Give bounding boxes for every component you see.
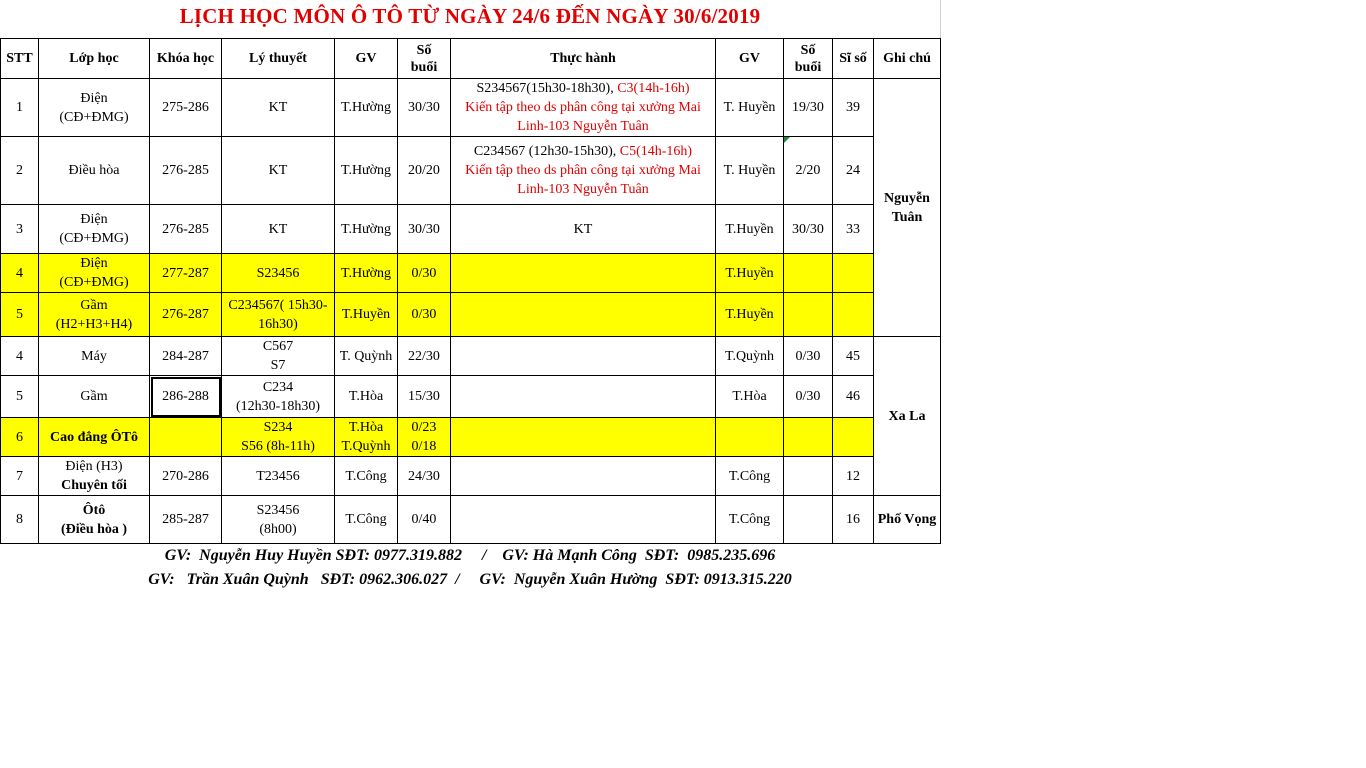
cell-ly-thuyet[interactable]: T23456 — [222, 457, 335, 496]
cell-gv[interactable]: T.Huyền — [335, 293, 398, 337]
header-so-buoi-2[interactable] — [784, 39, 833, 79]
cell-si-so[interactable] — [833, 254, 874, 293]
cell-khoa-hoc-selected[interactable]: 286-288 — [150, 376, 222, 418]
cell-lop-hoc[interactable]: Gầm — [39, 376, 150, 418]
cell-gv[interactable]: T.Hường — [335, 205, 398, 254]
header-lop-hoc[interactable]: Lớp học — [39, 39, 150, 79]
cell-gv-2[interactable]: T.Công — [716, 457, 784, 496]
cell-ly-thuyet[interactable] — [222, 496, 335, 544]
cell-text: S56 (8h-11h) — [241, 439, 315, 454]
cell-gv-2[interactable] — [716, 418, 784, 457]
cell-khoa-hoc[interactable]: 276-287 — [150, 293, 222, 337]
cell-gv-2[interactable]: T.Hòa — [716, 376, 784, 418]
schedule-table — [0, 38, 941, 544]
cell-stt[interactable]: 6 — [1, 418, 39, 457]
cell-thuc-hanh[interactable] — [451, 418, 716, 457]
contact-line-1: GV: Nguyễn Huy Huyền SĐT: 0977.319.882 / GV: Hà Mạnh Công SĐT: 0985.235.696 — [164, 547, 776, 564]
cell-text: (CĐ+ĐMG) — [59, 231, 129, 246]
cell-ly-thuyet[interactable] — [222, 293, 335, 337]
cell-text: (12h30-18h30) — [236, 398, 320, 414]
cell-stt[interactable]: 3 — [1, 205, 39, 254]
cell-ghi-chu-pho-vong[interactable]: Phố Vọng — [874, 496, 941, 544]
cell-so-buoi-2[interactable] — [784, 457, 833, 496]
cell-text: Chuyên tối — [61, 478, 127, 493]
cell-text: Điện — [80, 90, 108, 106]
cell-khoa-hoc[interactable]: 276-285 — [150, 137, 222, 205]
cell-text-red: C3(14h-16h) — [617, 81, 690, 96]
cell-text: (H2+H3+H4) — [55, 316, 133, 332]
cell-si-so[interactable]: 46 — [833, 376, 874, 418]
table-row — [1, 496, 941, 544]
cell-text: 0/18 — [411, 439, 437, 454]
cell-stt[interactable]: 2 — [1, 137, 39, 205]
cell-gv-2[interactable]: T.Huyền — [716, 254, 784, 293]
cell-gv[interactable]: T.Hường — [335, 79, 398, 137]
table-row-highlighted — [1, 418, 941, 457]
cell-khoa-hoc[interactable]: 270-286 — [150, 457, 222, 496]
cell-si-so[interactable]: 39 — [833, 79, 874, 137]
cell-stt[interactable]: 5 — [1, 376, 39, 418]
cell-si-so[interactable]: 45 — [833, 337, 874, 376]
table-row-highlighted — [1, 254, 941, 293]
header-si-so[interactable]: Sĩ số — [833, 39, 874, 79]
cell-lop-hoc[interactable] — [39, 205, 150, 254]
cell-text: Gầm — [80, 297, 108, 313]
header-row — [1, 39, 941, 79]
cell-text: C567 — [262, 339, 294, 354]
cell-thuc-hanh[interactable] — [451, 376, 716, 418]
cell-gv[interactable] — [335, 418, 398, 457]
cell-thuc-hanh[interactable] — [451, 457, 716, 496]
cell-text: S23456 — [256, 502, 300, 518]
cell-text-red: C5(14h-16h) — [619, 144, 693, 159]
cell-text-red: Kiến tập theo ds phân công tại xưởng Mai — [465, 163, 701, 178]
cell-gv-2[interactable]: T. Huyền — [716, 137, 784, 205]
cell-thuc-hanh[interactable] — [451, 496, 716, 544]
cell-stt[interactable]: 5 — [1, 293, 39, 337]
cell-so-buoi-2[interactable] — [784, 293, 833, 337]
cell-khoa-hoc[interactable]: 277-287 — [150, 254, 222, 293]
cell-si-so[interactable]: 12 — [833, 457, 874, 496]
cell-thuc-hanh[interactable] — [451, 137, 716, 205]
cell-ghi-chu-nguyen-tuan[interactable] — [874, 79, 941, 337]
header-ghi-chu[interactable]: Ghi chú — [874, 39, 941, 79]
cell-ly-thuyet[interactable]: S23456 — [222, 254, 335, 293]
cell-so-buoi-2[interactable]: 2/20 — [784, 137, 833, 205]
cell-so-buoi[interactable]: 15/30 — [398, 376, 451, 418]
cell-lop-hoc[interactable] — [39, 457, 150, 496]
cell-so-buoi-2[interactable]: 19/30 — [784, 79, 833, 137]
cell-si-so[interactable]: 24 — [833, 137, 874, 205]
cell-so-buoi[interactable]: 30/30 — [398, 79, 451, 137]
cell-so-buoi[interactable]: 30/30 — [398, 205, 451, 254]
cell-ghi-chu-xa-la[interactable]: Xa La — [874, 337, 941, 496]
cell-text: S234 — [263, 420, 293, 435]
cell-khoa-hoc[interactable]: 284-287 — [150, 337, 222, 376]
cell-lop-hoc[interactable]: Điều hòa — [39, 137, 150, 205]
table-row — [1, 137, 941, 205]
cell-gv-2[interactable]: T.Công — [716, 496, 784, 544]
table-row — [1, 79, 941, 137]
cell-ly-thuyet[interactable]: KT — [222, 205, 335, 254]
cell-text: Tuân — [891, 209, 923, 225]
cell-text: S234567(15h30-18h30), — [476, 81, 618, 96]
header-khoa-hoc[interactable]: Khóa học — [150, 39, 222, 79]
cell-text: 0/23 — [411, 420, 437, 435]
cell-so-buoi[interactable]: 20/20 — [398, 137, 451, 205]
schedule-title: LỊCH HỌC MÔN Ô TÔ TỪ NGÀY 24/6 ĐẾN NGÀY 30/6/2019 — [179, 4, 761, 28]
cell-so-buoi[interactable] — [398, 418, 451, 457]
cell-text: T.Hòa — [348, 420, 384, 435]
cell-stt[interactable]: 4 — [1, 337, 39, 376]
cell-so-buoi-2[interactable]: 0/30 — [784, 376, 833, 418]
cell-text: C234 — [262, 379, 294, 395]
header-gv-2[interactable]: GV — [716, 39, 784, 79]
cell-gv[interactable]: T.Hường — [335, 254, 398, 293]
cell-si-so[interactable]: 16 — [833, 496, 874, 544]
cell-so-buoi-2[interactable]: 30/30 — [784, 205, 833, 254]
cell-lop-hoc[interactable] — [39, 254, 150, 293]
cell-khoa-hoc[interactable]: 276-285 — [150, 205, 222, 254]
contact-line-2: GV: Trần Xuân Quỳnh SĐT: 0962.306.027 / GV: Nguyễn Xuân Hường SĐT: 0913.315.220 — [148, 571, 792, 588]
cell-gv[interactable]: T.Công — [335, 457, 398, 496]
header-stt[interactable]: STT — [1, 39, 39, 79]
header-so-buoi-2-line2: buổi — [794, 59, 822, 75]
cell-ly-thuyet[interactable] — [222, 376, 335, 418]
header-so-buoi-line2: buổi — [410, 59, 438, 75]
table-row — [1, 337, 941, 376]
cell-lop-hoc[interactable] — [39, 79, 150, 137]
cell-so-buoi[interactable]: 22/30 — [398, 337, 451, 376]
cell-text: Ôtô — [82, 502, 106, 518]
cell-thuc-hanh[interactable] — [451, 337, 716, 376]
header-thuc-hanh[interactable]: Thực hành — [451, 39, 716, 79]
cell-khoa-hoc[interactable]: 285-287 — [150, 496, 222, 544]
cell-so-buoi-2[interactable] — [784, 254, 833, 293]
header-so-buoi-line1: Số — [416, 42, 432, 58]
header-ly-thuyet[interactable]: Lý thuyết — [222, 39, 335, 79]
cell-ly-thuyet[interactable] — [222, 337, 335, 376]
cell-so-buoi[interactable]: 24/30 — [398, 457, 451, 496]
cell-thuc-hanh[interactable] — [451, 293, 716, 337]
cell-so-buoi-2[interactable] — [784, 496, 833, 544]
cell-thuc-hanh[interactable]: KT — [451, 205, 716, 254]
cell-lop-hoc[interactable] — [39, 293, 150, 337]
cell-text: S7 — [270, 358, 286, 373]
cell-so-buoi-2[interactable] — [784, 418, 833, 457]
cell-text: Điện — [80, 256, 108, 271]
cell-text-red: Linh-103 Nguyễn Tuân — [517, 119, 649, 134]
cell-lop-hoc[interactable]: Cao đẳng ÔTô — [39, 418, 150, 457]
cell-lop-hoc[interactable]: Máy — [39, 337, 150, 376]
cell-stt[interactable]: 8 — [1, 496, 39, 544]
cell-text: T.Quỳnh — [341, 439, 391, 454]
cell-so-buoi[interactable]: 0/30 — [398, 293, 451, 337]
cell-ly-thuyet[interactable]: KT — [222, 137, 335, 205]
cell-text: C234567 (12h30-15h30), — [473, 144, 620, 159]
cell-gv-2[interactable]: T. Huyền — [716, 79, 784, 137]
header-so-buoi[interactable] — [398, 39, 451, 79]
cell-text: 16h30) — [258, 316, 298, 332]
cell-gv-2[interactable]: T.Quỳnh — [716, 337, 784, 376]
header-gv[interactable]: GV — [335, 39, 398, 79]
cell-ly-thuyet[interactable]: KT — [222, 79, 335, 137]
cell-thuc-hanh[interactable] — [451, 79, 716, 137]
cell-text: Nguyễn — [884, 190, 930, 206]
cell-gv[interactable]: T. Quỳnh — [335, 337, 398, 376]
cell-gv-2[interactable]: T.Huyền — [716, 205, 784, 254]
cell-text: C234567( 15h30- — [228, 297, 328, 313]
cell-text: (CĐ+ĐMG) — [59, 109, 129, 125]
cell-text: Điện (H3) — [65, 459, 123, 474]
table-row — [1, 457, 941, 496]
cell-gv[interactable]: T.Công — [335, 496, 398, 544]
cell-khoa-hoc[interactable]: 275-286 — [150, 79, 222, 137]
cell-si-so[interactable]: 33 — [833, 205, 874, 254]
cell-text: (8h00) — [259, 521, 297, 537]
cell-ly-thuyet[interactable] — [222, 418, 335, 457]
cell-text: (Điều hòa ) — [60, 521, 128, 537]
table-row — [1, 205, 941, 254]
table-row — [1, 376, 941, 418]
cell-text: Điện — [80, 212, 108, 227]
cell-stt[interactable]: 7 — [1, 457, 39, 496]
cell-stt[interactable]: 1 — [1, 79, 39, 137]
header-so-buoi-2-line1: Số — [800, 42, 816, 58]
cell-so-buoi[interactable]: 0/30 — [398, 254, 451, 293]
cell-so-buoi-2[interactable]: 0/30 — [784, 337, 833, 376]
cell-si-so[interactable] — [833, 418, 874, 457]
cell-text-red: Linh-103 Nguyễn Tuân — [517, 182, 649, 197]
cell-thuc-hanh[interactable] — [451, 254, 716, 293]
cell-khoa-hoc[interactable] — [150, 418, 222, 457]
cell-so-buoi[interactable]: 0/40 — [398, 496, 451, 544]
cell-gv[interactable]: T.Hường — [335, 137, 398, 205]
cell-text: (CĐ+ĐMG) — [59, 275, 129, 290]
cell-lop-hoc[interactable] — [39, 496, 150, 544]
cell-gv-2[interactable]: T.Huyền — [716, 293, 784, 337]
cell-stt[interactable]: 4 — [1, 254, 39, 293]
cell-si-so[interactable] — [833, 293, 874, 337]
cell-text-red: Kiến tập theo ds phân công tại xưởng Mai — [465, 100, 701, 115]
table-row-highlighted — [1, 293, 941, 337]
cell-gv[interactable]: T.Hòa — [335, 376, 398, 418]
